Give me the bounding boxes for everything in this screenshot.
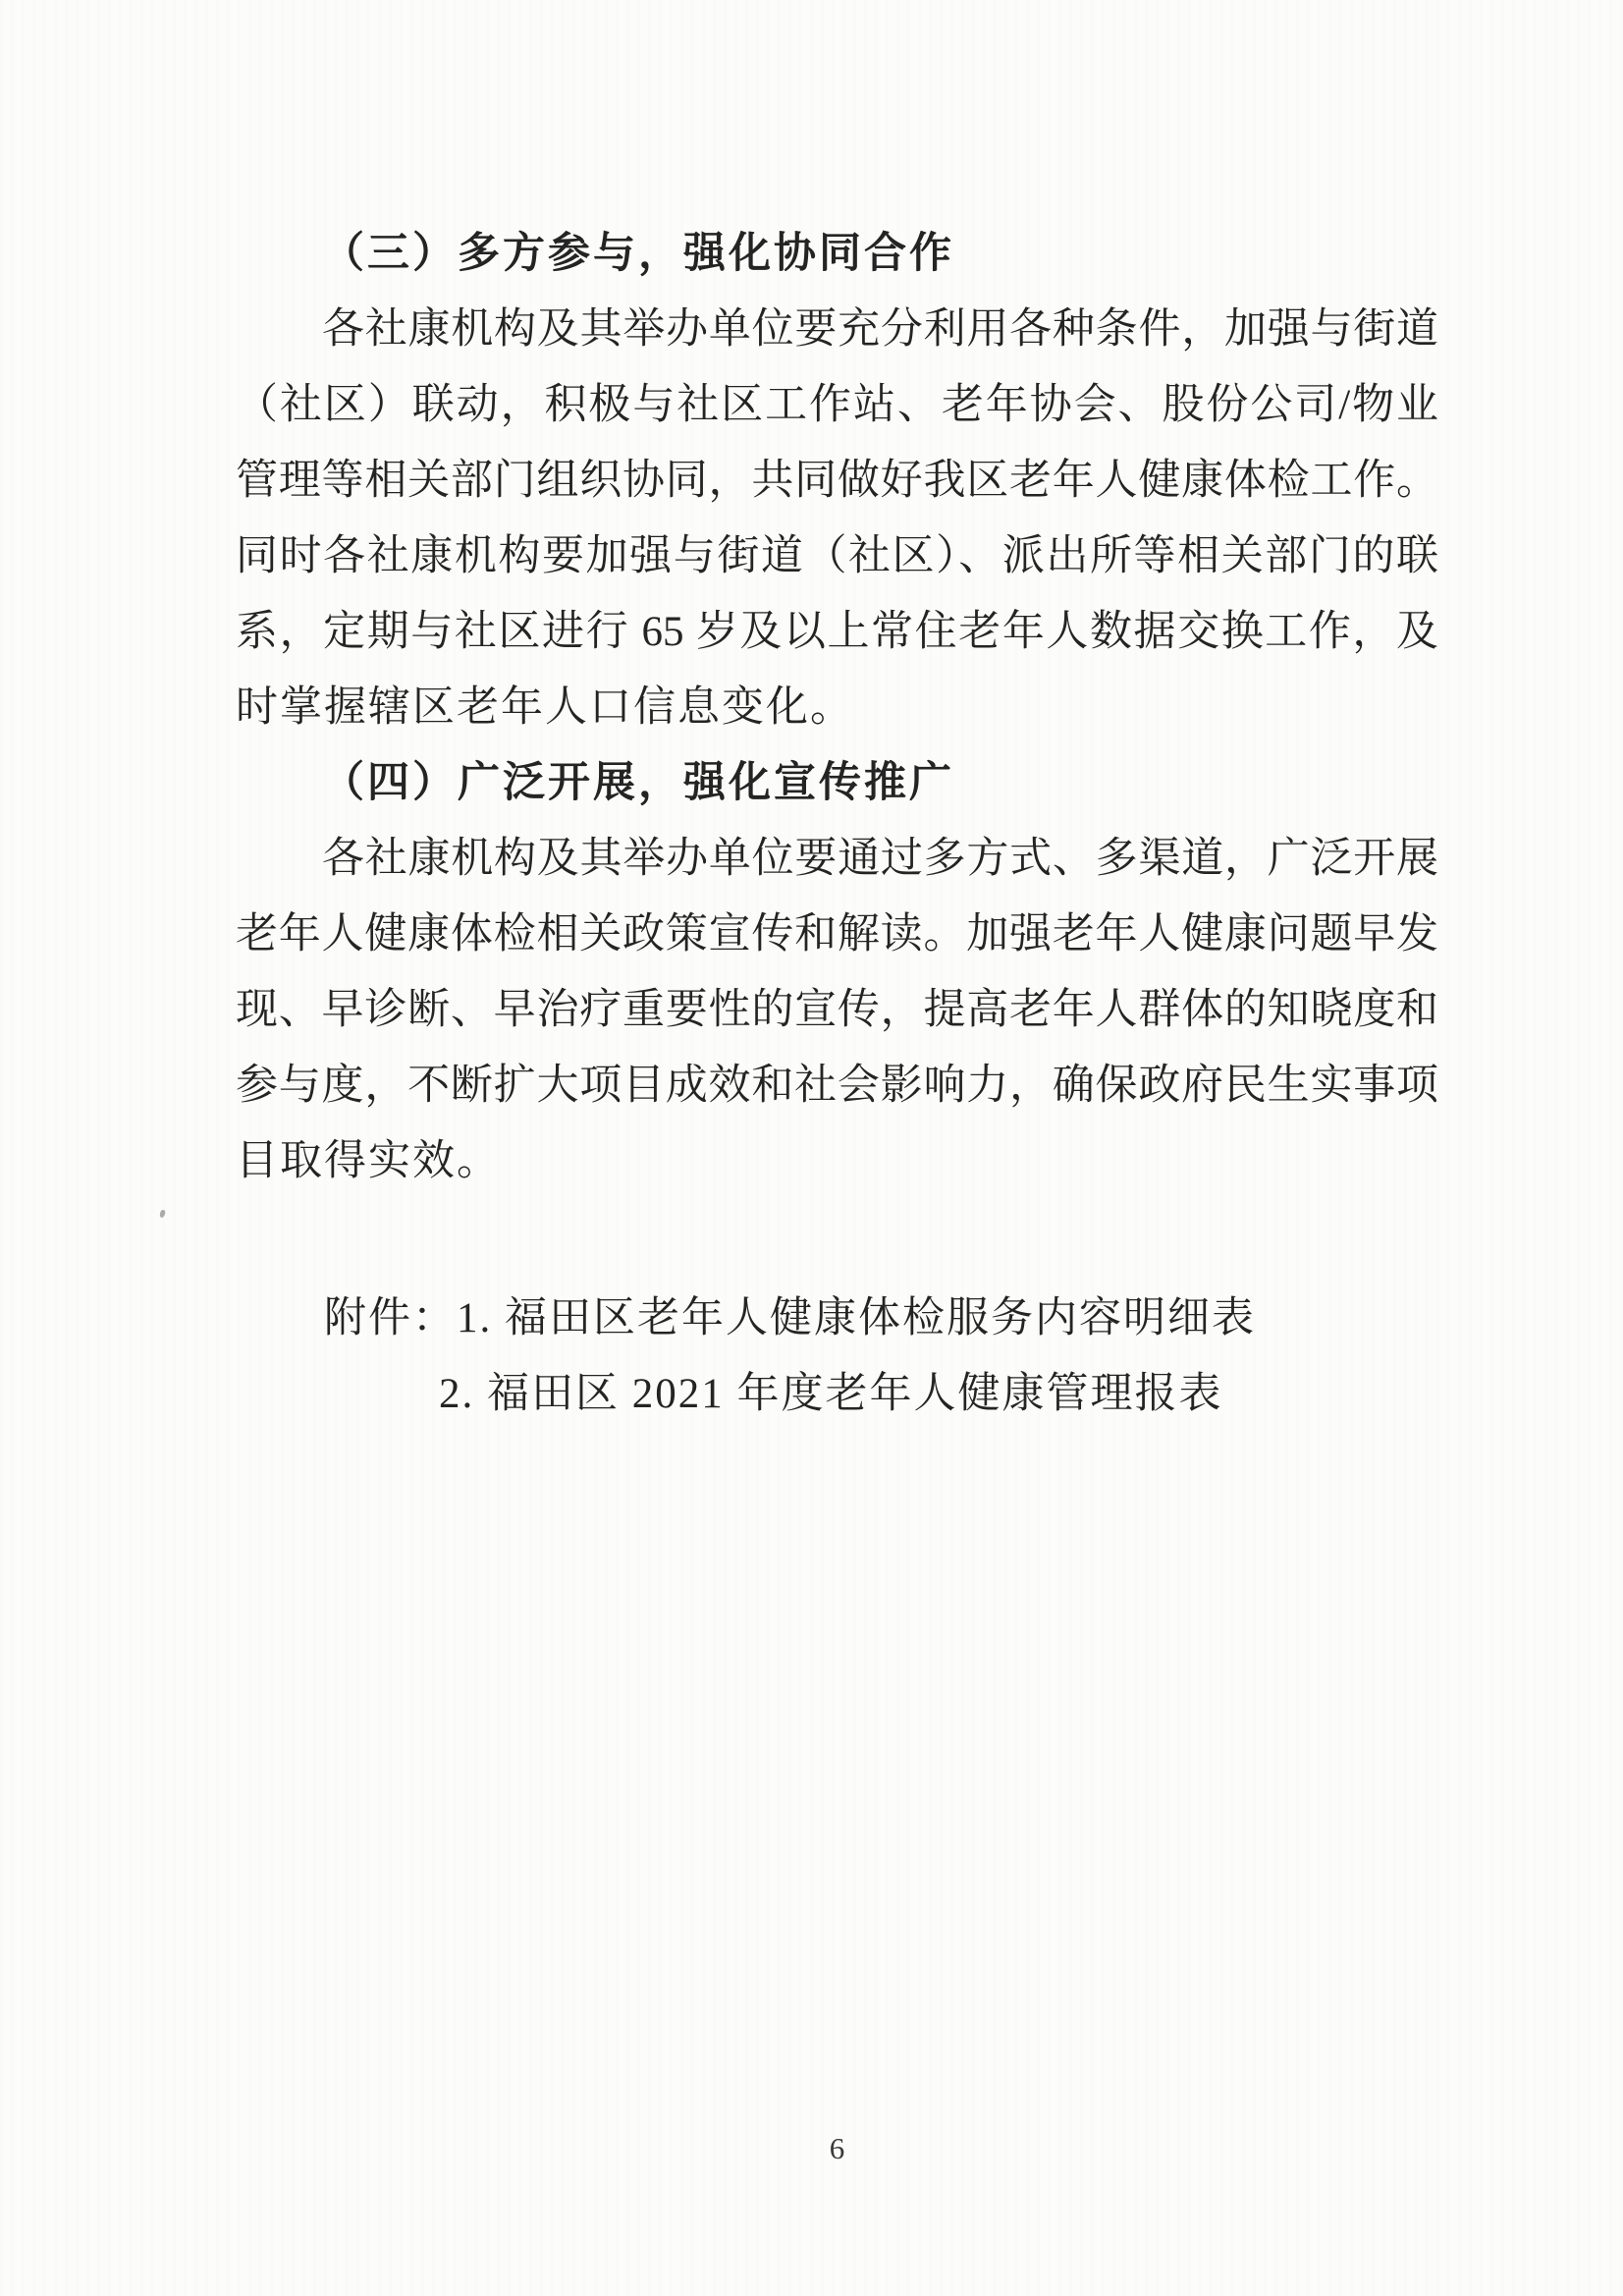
attachment-line: 2. 福田区 2021 年度老年人健康管理报表 bbox=[439, 1371, 1223, 1417]
page-number: 6 bbox=[829, 2131, 845, 2165]
section-heading-3: （三）多方参与，强化协同合作 bbox=[322, 231, 954, 277]
body-line: 同时各社康机构要加强与街道（社区）、派出所等相关部门的联 bbox=[236, 533, 1438, 579]
attachment-line: 附件：1. 福田区老年人健康体检服务内容明细表 bbox=[324, 1295, 1256, 1341]
body-line: 现、早诊断、早治疗重要性的宣传，提高老年人群体的知晓度和 bbox=[236, 987, 1438, 1033]
body-text bbox=[236, 216, 1438, 1199]
body-line: 各社康机构及其举办单位要通过多方式、多渠道，广泛开展 bbox=[322, 836, 1438, 882]
body-line: 时掌握辖区老年人口信息变化。 bbox=[236, 684, 854, 731]
body-line: 参与度，不断扩大项目成效和社会影响力，确保政府民生实事项 bbox=[236, 1063, 1438, 1109]
attachments bbox=[236, 1281, 1438, 1432]
body-line: 系，定期与社区进行 65 岁及以上常住老年人数据交换工作，及 bbox=[236, 609, 1438, 655]
body-line: （社区）联动，积极与社区工作站、老年协会、股份公司/物业 bbox=[236, 382, 1438, 428]
body-line: 管理等相关部门组织协同，共同做好我区老年人健康体检工作。 bbox=[236, 458, 1438, 504]
body-line: 目取得实效。 bbox=[236, 1138, 501, 1184]
scan-speck bbox=[159, 1210, 166, 1219]
section-heading-4: （四）广泛开展，强化宣传推广 bbox=[322, 760, 954, 806]
body-line: 老年人健康体检相关政策宣传和解读。加强老年人健康问题早发 bbox=[236, 911, 1438, 957]
body-line: 各社康机构及其举办单位要充分利用各种条件，加强与街道 bbox=[322, 306, 1438, 353]
